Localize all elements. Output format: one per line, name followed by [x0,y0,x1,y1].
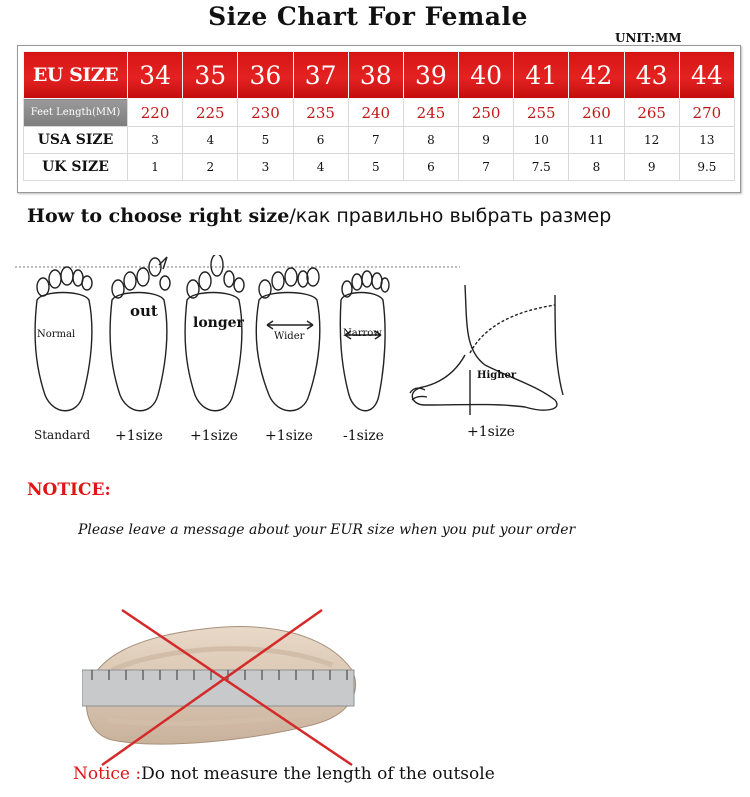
feet-diagram [15,255,605,455]
usa-size-row [24,127,735,154]
how-to-separator: / [289,205,296,227]
size-cell: 12 [624,127,679,154]
size-cell: 260 [569,99,624,127]
size-cell: 245 [403,99,458,127]
eu-size-row [24,52,735,99]
outsole-measure-photo [82,600,362,770]
size-cell: 230 [238,99,293,127]
longer-foot-icon [185,255,244,411]
size-cell: 235 [293,99,348,127]
size-cell: 7.5 [514,154,569,181]
size-cell: 13 [679,127,734,154]
out-foot-icon [110,257,170,411]
feet-length-row [24,99,735,127]
notice-title: NOTICE: [27,480,111,500]
size-cell: 38 [348,52,403,99]
row-label: USA SIZE [24,127,128,154]
size-cell: 43 [624,52,679,99]
size-cell: 11 [569,127,624,154]
size-cell: 41 [514,52,569,99]
size-cell: 225 [183,99,238,127]
row-label: Feet Length(MM) [24,99,128,127]
size-cell: 37 [293,52,348,99]
size-cell: 7 [459,154,514,181]
size-cell: 7 [348,127,403,154]
size-cell: 240 [348,99,403,127]
row-label: EU SIZE [24,52,128,99]
size-cell: 9 [624,154,679,181]
narrow-foot-icon [340,271,389,411]
notice-message: Please leave a message about your EUR size when you put your order [78,522,576,538]
size-cell: 250 [459,99,514,127]
uk-size-row [24,154,735,181]
how-to-heading [27,205,611,227]
size-cell: 4 [293,154,348,181]
higher-caption: +1size [467,424,515,440]
size-cell: 220 [128,99,183,127]
unit-label: UNIT:MM [615,31,682,45]
size-cell: 3 [238,154,293,181]
outsole-notice-text: Do not measure the length of the outsole [141,764,495,784]
size-cell: 270 [679,99,734,127]
size-cell: 9 [459,127,514,154]
size-cell: 5 [238,127,293,154]
longer-caption: +1size [190,428,238,444]
size-cell: 255 [514,99,569,127]
row-label: UK SIZE [24,154,128,181]
outsole-notice [73,764,495,784]
normal-label: Normal [37,329,76,340]
longer-label: longer [193,315,244,331]
how-to-english: How to choose right size [27,205,290,227]
high-instep-foot-icon [410,285,563,415]
size-cell: 6 [403,154,458,181]
out-caption: +1size [115,428,163,444]
narrow-label: Narrow [343,328,382,339]
size-cell: 4 [183,127,238,154]
size-cell: 265 [624,99,679,127]
size-cell: 44 [679,52,734,99]
size-cell: 36 [238,52,293,99]
size-cell: 2 [183,154,238,181]
outsole-notice-prefix: Notice : [73,764,142,784]
page-title: Size Chart For Female [208,2,528,31]
size-cell: 8 [569,154,624,181]
narrow-caption: -1size [343,428,384,444]
standard-caption: Standard [34,428,91,442]
size-cell: 39 [403,52,458,99]
size-cell: 9.5 [679,154,734,181]
wider-caption: +1size [265,428,313,444]
how-to-russian: как правильно выбрать размер [295,205,612,227]
size-cell: 3 [128,127,183,154]
size-cell: 40 [459,52,514,99]
size-cell: 34 [128,52,183,99]
size-cell: 5 [348,154,403,181]
size-chart-frame [17,45,741,193]
size-cell: 1 [128,154,183,181]
size-cell: 42 [569,52,624,99]
size-cell: 8 [403,127,458,154]
size-chart-table [23,51,735,181]
size-cell: 35 [183,52,238,99]
size-cell: 6 [293,127,348,154]
size-cell: 10 [514,127,569,154]
higher-label: Higher [477,370,517,381]
out-label: out [130,302,158,320]
wider-label: Wider [274,331,305,342]
